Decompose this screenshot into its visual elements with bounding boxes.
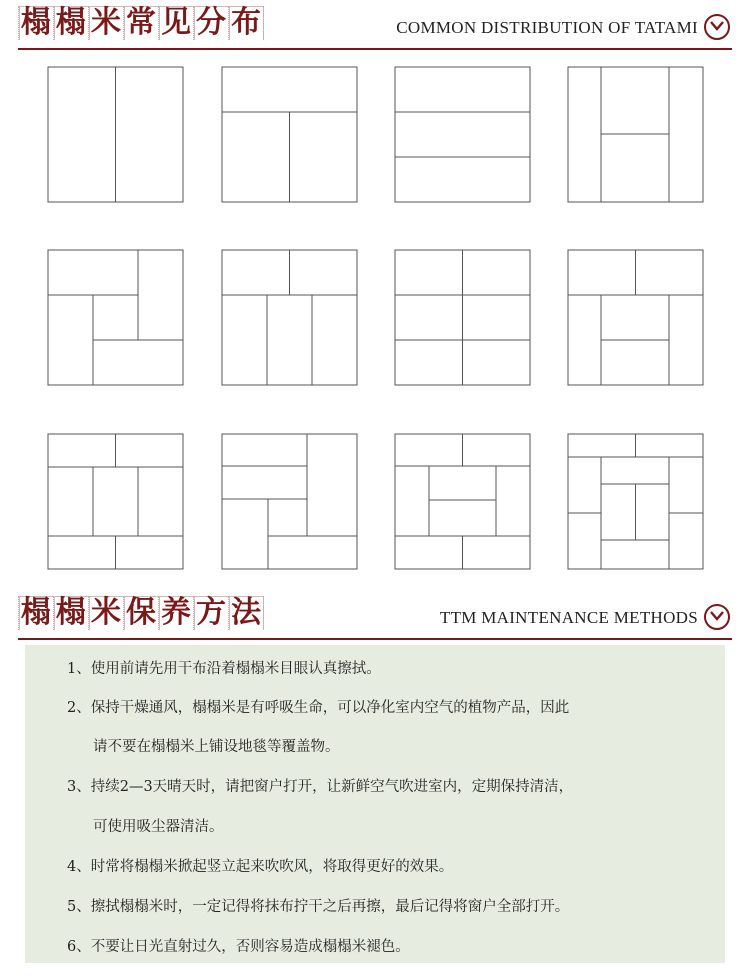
title-char: 常: [123, 6, 158, 40]
tatami-layout-12: [568, 434, 703, 569]
tatami-layout-4: [568, 67, 703, 202]
tatami-layout-10: [222, 434, 357, 569]
tatami-layout-1: [48, 67, 183, 202]
tatami-layout-2: [222, 67, 357, 202]
maintenance-item: 6、不要让日光直射过久，否则容易造成榻榻米褪色。: [67, 939, 410, 955]
maintenance-item: 2、保持干燥通风，榻榻米是有呼吸生命，可以净化室内空气的植物产品，因此: [67, 700, 570, 716]
maintenance-item: 5、擦拭榻榻米时，一定记得将抹布拧干之后再擦，最后记得将窗户全部打开。: [67, 899, 570, 915]
title-char: 米: [88, 596, 123, 630]
maintenance-title-cn: [18, 596, 264, 630]
header-rule: [18, 638, 732, 640]
title-char: 榻: [18, 596, 53, 630]
title-char: 方: [193, 596, 228, 630]
tatami-layout-7: [395, 250, 530, 385]
maintenance-box: [25, 645, 725, 963]
title-char: 保: [123, 596, 158, 630]
chevron-down-circle-icon[interactable]: [704, 604, 730, 630]
title-char: 法: [228, 596, 264, 630]
maintenance-item: 4、时常将榻榻米掀起竖立起来吹吹风，将取得更好的效果。: [67, 859, 454, 875]
maintenance-title-en: TTM MAINTENANCE METHODS: [439, 608, 698, 627]
tatami-layout-5: [48, 250, 183, 385]
title-char: 养: [158, 596, 193, 630]
distribution-title-en: COMMON DISTRIBUTION OF TATAMI: [396, 18, 698, 37]
maintenance-item: 可使用吸尘器清洁。: [93, 819, 224, 835]
tatami-layout-11: [395, 434, 530, 569]
title-char: 榻: [18, 6, 53, 40]
maintenance-item: 请不要在榻榻米上铺设地毯等覆盖物。: [93, 739, 340, 755]
tatami-layout-3: [395, 67, 530, 202]
title-char: 见: [158, 6, 193, 40]
tatami-layout-8: [568, 250, 703, 385]
title-char: 榻: [53, 6, 88, 40]
tatami-layout-6: [222, 250, 357, 385]
title-char: 榻: [53, 596, 88, 630]
maintenance-item: 3、持续2—3天晴天时，请把窗户打开，让新鲜空气吹进室内，定期保持清洁，: [67, 779, 574, 795]
title-char: 米: [88, 6, 123, 40]
title-char: 分: [193, 6, 228, 40]
title-char: 布: [228, 6, 264, 40]
maintenance-item: 1、使用前请先用干布沿着榻榻米目眼认真擦拭。: [67, 661, 381, 677]
maintenance-header: [0, 590, 750, 640]
tatami-layout-9: [48, 434, 183, 569]
